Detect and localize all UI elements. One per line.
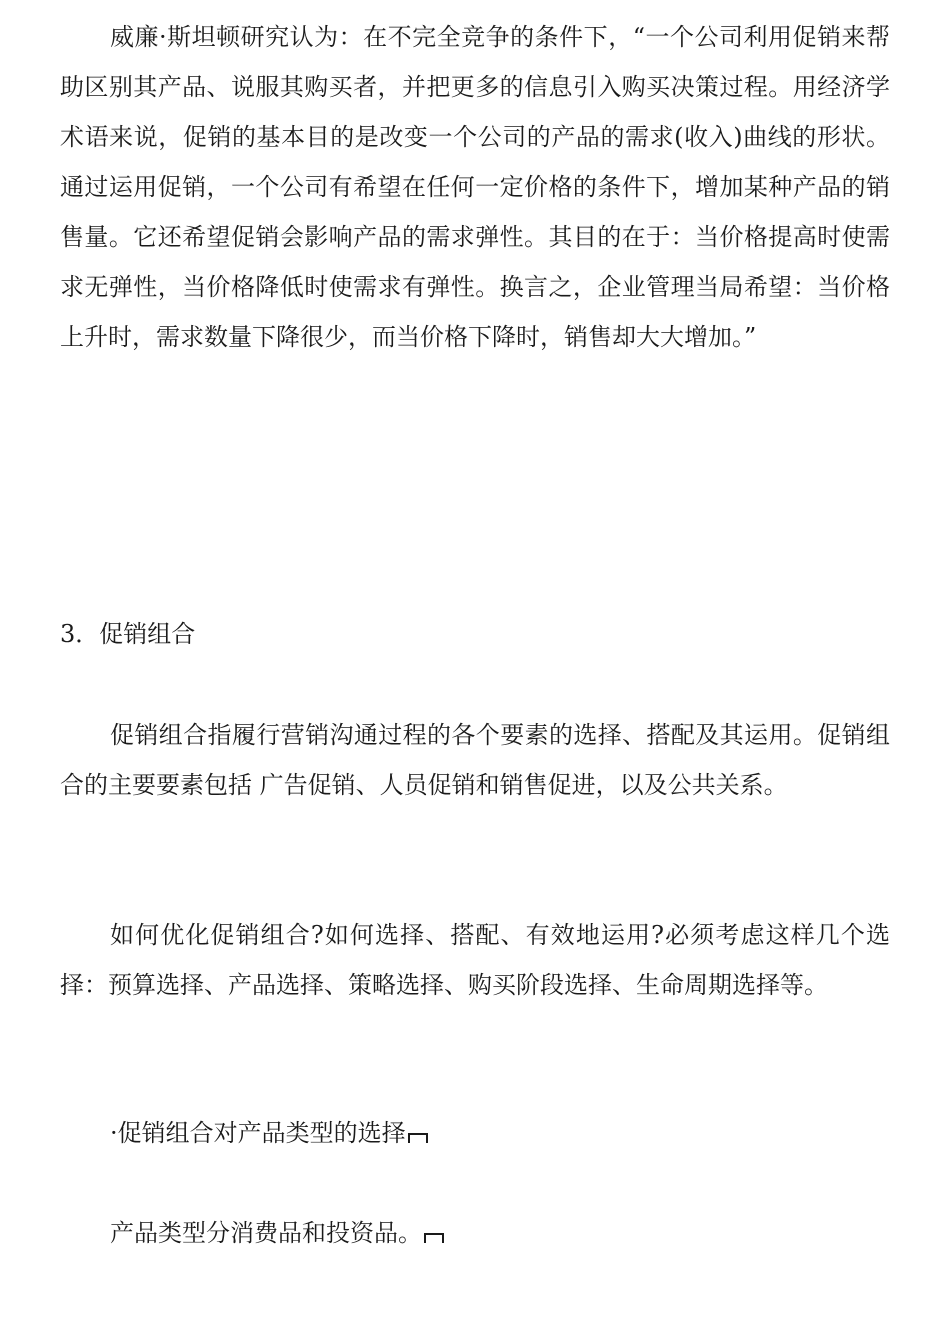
paragraph-text: ·促销组合对产品类型的选择 [110,1119,406,1147]
paragraph-product-types [60,1208,890,1258]
paragraph-text: 产品类型分消费品和投资品。 [110,1219,422,1247]
paragraph-mark-icon [408,1133,428,1143]
paragraph-text: 如何优化促销组合?如何选择、搭配、有效地运用?必须考虑这样几个选择：预算选择、产品选择、策略选择、购买阶段选择、生命周期选择等。 [60,921,890,999]
paragraph-stanton-quote [60,12,890,362]
paragraph-mark-icon [424,1233,444,1243]
paragraph-optimize-promotion-mix [60,910,890,1010]
paragraph-product-type-bullet [60,1108,890,1158]
section-heading [60,614,195,654]
section-heading-text: 3．促销组合 [60,620,196,648]
paragraph-text: 威廉·斯坦顿研究认为：在不完全竞争的条件下，“一个公司利用促销来帮助区别其产品、说服其购买者，并把更多的信息引入购买决策过程。用经济学术语来说，促销的基本目的是改变一个公司的产品的需求(收入)曲线的形状。通过运用促销，一个公司有希望在任何一定价格的条件下，增加某种产品的销售量。它还希望促销会影响产品的需求弹性。其目的在于：当价格提高时使需求无弹性，当价格降低时使需求有弹性。换言之，企业管理当局希望：当价格上升时，需求数量下降很少，而当价格下降时，销售却大大增加。” [60,23,890,351]
paragraph-text: 促销组合指履行营销沟通过程的各个要素的选择、搭配及其运用。促销组合的主要要素包括 广告促销、人员促销和销售促进，以及公共关系。 [60,721,890,799]
paragraph-promotion-mix-definition [60,710,890,810]
